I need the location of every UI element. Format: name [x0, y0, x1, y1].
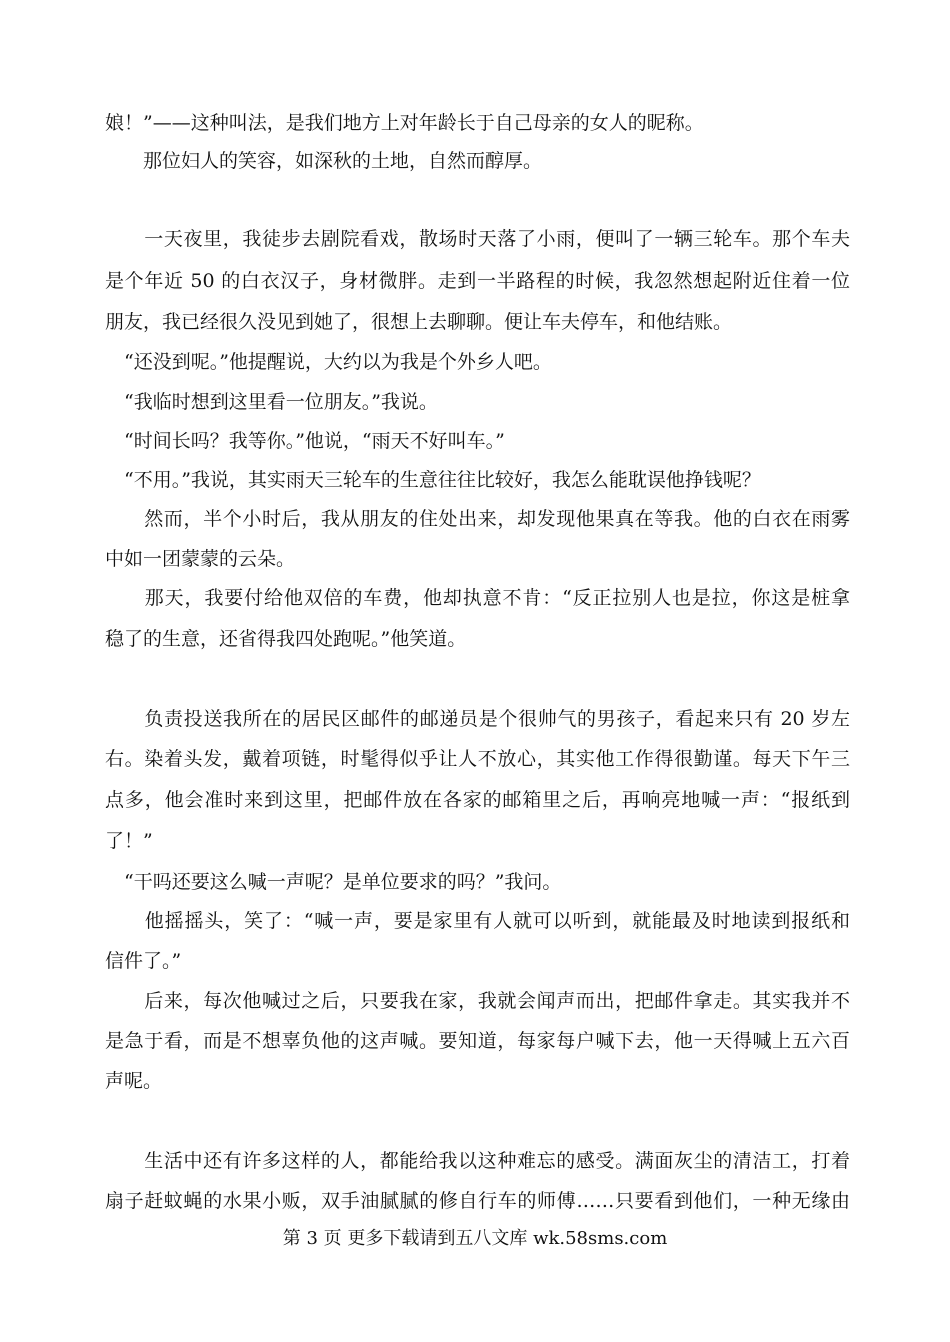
- text-line: 一天夜里，我徒步去剧院看戏，散场时天落了小雨，便叫了一辆三轮车。那个车夫: [105, 228, 850, 250]
- text-line: 稳了的生意，还省得我四处跑呢。”他笑道。: [105, 628, 467, 650]
- text-line: 娘！”——这种叫法，是我们地方上对年龄长于自己母亲的女人的昵称。: [105, 112, 704, 134]
- text-line: 声呢。: [105, 1070, 163, 1092]
- text-line: 点多，他会准时来到这里，把邮件放在各家的邮箱里之后，再响亮地喊一声：“报纸到: [105, 789, 850, 811]
- text-line: “不用。”我说，其实雨天三轮车的生意往往比较好，我怎么能耽误他挣钱呢？: [105, 469, 761, 491]
- page-footer: 第 3 页 更多下载请到五八文库 wk.58sms.com: [282, 1228, 668, 1249]
- text-line: 他摇摇头，笑了：“喊一声，要是家里有人就可以听到，就能最及时地读到报纸和: [105, 910, 850, 932]
- text-line: 是个年近 50 的白衣汉子，身材微胖。走到一半路程的时候，我忽然想起附近住着一位: [105, 270, 850, 292]
- text-line: 然而，半个小时后，我从朋友的住处出来，却发现他果真在等我。他的白衣在雨雾: [105, 508, 850, 530]
- text-line: 那位妇人的笑容，如深秋的土地，自然而醇厚。: [105, 150, 543, 172]
- text-line: 朋友，我已经很久没见到她了，很想上去聊聊。便让车夫停车，和他结账。: [105, 311, 733, 333]
- text-line: 负责投送我所在的居民区邮件的邮递员是个很帅气的男孩子，看起来只有 20 岁左: [105, 708, 850, 730]
- text-line: 扇子赶蚊蝇的水果小贩，双手油腻腻的修自行车的师傅……只要看到他们，一种无缘由: [105, 1190, 850, 1212]
- text-line: 生活中还有许多这样的人，都能给我以这种难忘的感受。满面灰尘的清洁工，打着: [105, 1150, 850, 1172]
- text-line: 右。染着头发，戴着项链，时髦得似乎让人不放心，其实他工作得很勤谨。每天下午三: [105, 748, 850, 770]
- text-line: “时间长吗？我等你。”他说，“雨天不好叫车。”: [105, 430, 505, 452]
- text-line: 那天，我要付给他双倍的车费，他却执意不肯：“反正拉别人也是拉，你这是桩拿: [105, 587, 850, 609]
- text-line: “干吗还要这么喊一声呢？是单位要求的吗？”我问。: [105, 871, 562, 893]
- text-line: 信件了。”: [105, 950, 182, 972]
- text-line: “我临时想到这里看一位朋友。”我说。: [105, 391, 438, 413]
- text-line: 是急于看，而是不想辜负他的这声喊。要知道，每家每户喊下去，他一天得喊上五六百: [105, 1030, 850, 1052]
- text-line: “还没到呢。”他提醒说，大约以为我是个外乡人吧。: [105, 351, 552, 373]
- text-line: 后来，每次他喊过之后，只要我在家，我就会闻声而出，把邮件拿走。其实我并不: [105, 990, 850, 1012]
- text-line: 了！”: [105, 830, 153, 852]
- text-line: 中如一团蒙蒙的云朵。: [105, 548, 296, 570]
